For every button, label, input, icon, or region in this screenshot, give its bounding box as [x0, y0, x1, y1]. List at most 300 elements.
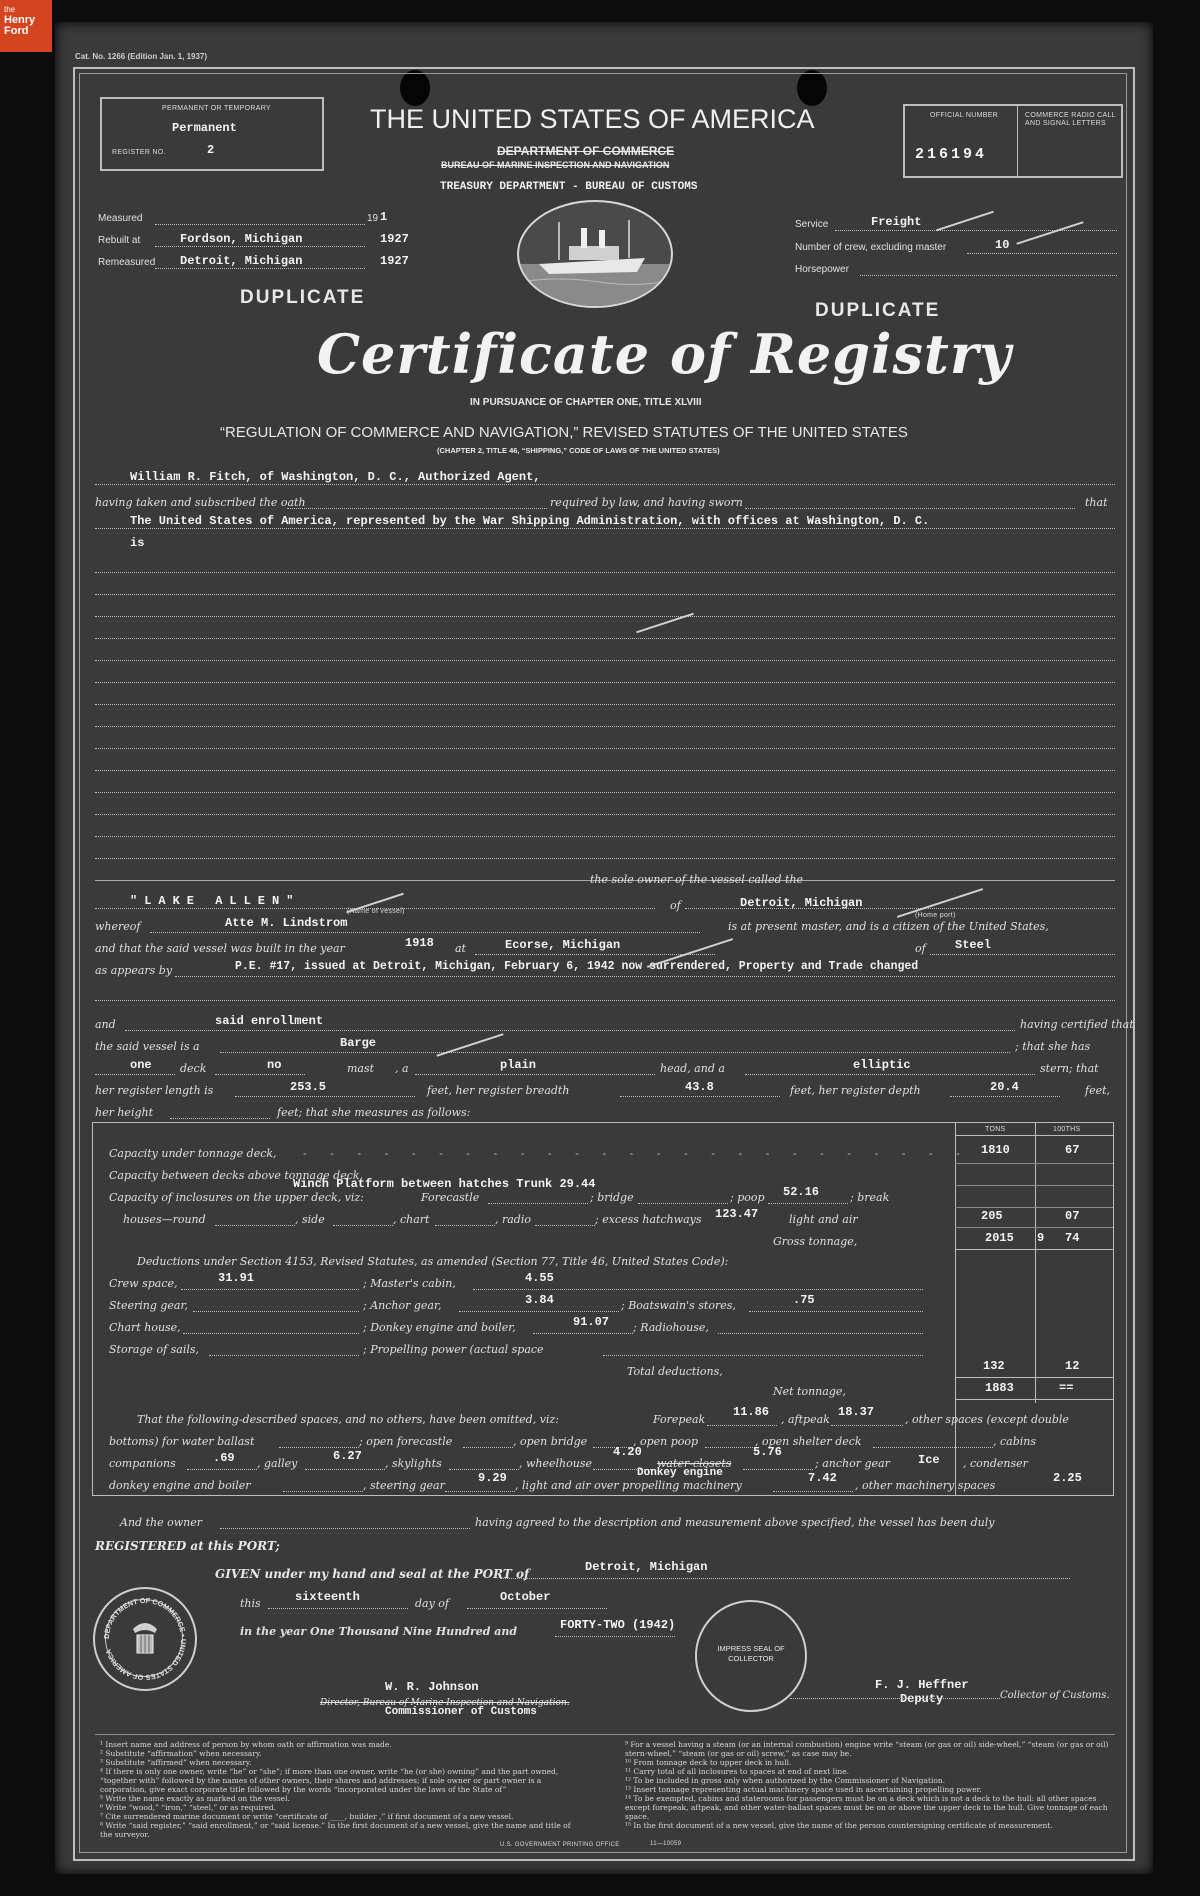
other-machinery-value: 2.25	[1053, 1471, 1082, 1485]
deduction-tons: 132	[983, 1359, 1005, 1373]
footnote: ³ Substitute “affirmed” when necessary.	[100, 1758, 252, 1767]
table-column-divider	[955, 1123, 956, 1495]
remeasured-place: Detroit, Michigan	[180, 254, 303, 268]
measured-year: 1	[380, 210, 388, 224]
forepeak-value: 11.86	[733, 1405, 770, 1419]
table-line	[705, 1447, 755, 1448]
blank-line	[95, 836, 1115, 837]
owner-label: And the owner	[120, 1516, 202, 1529]
footnote: ⁹ For a vessel having a steam (or an internal combustion) engine write “steam (or gas or oil) side-wheel,” “steam (or gas or oil) stern-wheel,” “steam (or gas or oil) screw,” as case may be.	[625, 1740, 1109, 1758]
closing-line	[467, 1608, 607, 1609]
break-label: ; break	[850, 1191, 890, 1204]
light-air-label: light and air	[789, 1213, 858, 1226]
stern-value: elliptic	[853, 1058, 911, 1072]
forecastle-label: Forecastle	[421, 1191, 480, 1204]
measures-label: feet; that she measures as follows:	[277, 1106, 471, 1119]
closing-line	[500, 1578, 1070, 1579]
box-divider	[1017, 106, 1018, 176]
table-line	[193, 1311, 359, 1312]
gross-hundredths: 74	[1065, 1231, 1080, 1245]
poop-value: 52.16	[783, 1185, 820, 1199]
duplicate-stamp-left: DUPLICATE	[240, 287, 366, 308]
commissioner-title: Commissioner of Customs	[385, 1706, 537, 1718]
she-has-label: ; that she has	[1015, 1040, 1091, 1053]
department-seal	[93, 1587, 197, 1691]
vessel-line	[150, 932, 700, 933]
crew-label: Number of crew, excluding master	[795, 242, 947, 253]
propelling-label: ; Propelling power (actual space	[363, 1343, 544, 1356]
struck-department: DEPARTMENT OF COMMERCE	[497, 144, 675, 158]
skylights-label: , skylights	[385, 1457, 442, 1470]
excess-tons: 205	[981, 1209, 1003, 1223]
master-label: is at present master, and is a citizen of the United States,	[728, 920, 1049, 933]
table-line	[603, 1355, 923, 1356]
printer-code: 11—10059	[650, 1841, 682, 1847]
crew-space-value: 31.91	[218, 1271, 255, 1285]
depth-label: feet, her register depth	[790, 1084, 921, 1097]
rebuilt-line	[155, 246, 365, 247]
seal-text: DEPARTMENT OF COMMERCE • UNITED STATES OF AMERICA	[101, 1595, 189, 1683]
anchor-label: ; Anchor gear,	[363, 1299, 442, 1312]
footnote: ¹¹ Carry total of all inclosures to spaces at end of next line.	[625, 1767, 850, 1776]
anchor-gear-value: Ice	[918, 1453, 940, 1467]
footnote: ² Substitute “affirmation” when necessary.	[100, 1749, 262, 1758]
collector-deputy: Deputy	[900, 1692, 944, 1706]
inclosures-label: Capacity of inclosures on the upper deck, viz:	[109, 1191, 364, 1204]
built-place: Ecorse, Michigan	[505, 938, 621, 952]
footnote: ¹⁴ To be exempted, cabins and staterooms for passengers must be on a deck which is not a deck to the hull: all other spaces except forepeak, aftpeak, and other water-ballast spaces must be on or above the upper deck to the hull. Give tonnage of each space.	[625, 1794, 1108, 1821]
blank-line	[95, 792, 1115, 793]
length-value: 253.5	[290, 1080, 327, 1094]
table-line	[535, 1225, 595, 1226]
permanent-value: Permanent	[172, 121, 237, 135]
day-of-label: day of	[415, 1597, 450, 1610]
table-line	[283, 1491, 363, 1492]
donkey-value: 91.07	[573, 1315, 610, 1329]
closing-line	[220, 1528, 470, 1529]
radiohouse-label: ; Radiohouse,	[633, 1321, 709, 1334]
feet-label: feet,	[1085, 1084, 1111, 1097]
gross-mark: 9	[1037, 1231, 1045, 1245]
blank-line	[95, 748, 1115, 749]
galley-label: , galley	[257, 1457, 298, 1470]
wheelhouse-value: 4.20	[613, 1445, 642, 1459]
excess-label: ; excess hatchways	[595, 1213, 702, 1226]
register-label: REGISTER NO.	[112, 149, 166, 156]
table-line	[305, 1469, 385, 1470]
footnote: ¹⁰ From tonnage deck to upper deck in hull.	[625, 1758, 792, 1767]
director-struck: Director, Bureau of Marine Inspection and Navigation.	[320, 1698, 570, 1708]
register-number: 2	[207, 143, 215, 157]
permanent-label: PERMANENT OR TEMPORARY	[162, 105, 271, 112]
blank-line	[95, 682, 1115, 683]
remeasured-line	[155, 268, 365, 269]
stern-label: stern; that	[1040, 1062, 1099, 1075]
table-line	[473, 1289, 923, 1290]
tonnage-table	[92, 1122, 1114, 1496]
table-line	[768, 1203, 848, 1204]
depth-value: 20.4	[990, 1080, 1019, 1094]
collector-name: F. J. Heffner	[875, 1678, 969, 1692]
agent-value: William R. Fitch, of Washington, D. C., Authorized Agent,	[130, 470, 541, 484]
blank-line	[95, 814, 1115, 815]
blank-line	[95, 660, 1115, 661]
net-hundredths: ==	[1059, 1381, 1074, 1395]
footnote: ⁴ If there is only one owner, write “he” or “she”; if more than one owner, write “he (or she) owning” and the part owned, “together with” followed by the names of other owners, their shares and addresses; if sole owner or part owner is a corporation, give exact corporate title followed by the words “incorporated under the laws of the State of”	[100, 1767, 559, 1794]
gross-tons: 2015	[985, 1231, 1014, 1245]
footnotes-right	[625, 1740, 1115, 1830]
vessel-line	[95, 1000, 1115, 1001]
leader-dashes: - - - - - - - - - - - - - - - - - - - - - - - - -	[303, 1147, 970, 1160]
blank-line	[95, 858, 1115, 859]
vessel-line	[215, 1074, 305, 1075]
row-rule	[955, 1185, 1113, 1186]
rebuilt-label: Rebuilt at	[98, 235, 141, 246]
net-tons: 1883	[985, 1381, 1014, 1395]
table-line	[707, 1425, 777, 1426]
horsepower-line	[860, 275, 1117, 276]
aftpeak-label: , aftpeak	[781, 1413, 830, 1426]
service-value: Freight	[871, 215, 922, 229]
masters-cabin-label: ; Master's cabin,	[363, 1277, 456, 1290]
master-name: Atte M. Lindstrom	[225, 916, 348, 930]
row-rule	[955, 1249, 1113, 1250]
ship-vignette	[517, 200, 673, 308]
gross-label: Gross tonnage,	[773, 1235, 858, 1248]
vessel-type: Barge	[340, 1036, 377, 1050]
footnotes-left	[100, 1740, 575, 1839]
vessel-line	[620, 1096, 780, 1097]
blank-line	[95, 726, 1115, 727]
crew-line	[967, 253, 1117, 254]
footnote: ¹² To be included in gross only when authorized by the Commissioner of Navigation.	[625, 1776, 946, 1785]
sole-owner-label: the sole owner	[590, 873, 673, 886]
table-line	[279, 1447, 359, 1448]
side-label: , side	[295, 1213, 325, 1226]
struck-bureau: BUREAU OF MARINE INSPECTION AND NAVIGATION	[441, 160, 670, 170]
vessel-line	[950, 1096, 1060, 1097]
table-line	[718, 1333, 923, 1334]
deduction-hundredths: 12	[1065, 1359, 1080, 1373]
table-line	[773, 1491, 853, 1492]
certificate-title: Certificate of Registry	[317, 322, 1012, 386]
footnote: ¹⁵ In the first document of a new vessel, give the name of the person countersigning certificate of measurement.	[625, 1821, 1053, 1830]
footnote: ¹³ Insert tonnage representing actual machinery space used in ascertaining propelling power.	[625, 1785, 982, 1794]
at-label: at	[455, 942, 466, 955]
open-poop-label: , open poop	[633, 1435, 699, 1448]
owner-is: is	[130, 536, 145, 550]
breadth-value: 43.8	[685, 1080, 714, 1094]
year-value: FORTY-TWO (1942)	[560, 1618, 676, 1632]
blank-line	[95, 594, 1115, 595]
vessel-line	[95, 1074, 175, 1075]
bridge-label: ; bridge	[590, 1191, 634, 1204]
between-decks-label: Capacity between decks above tonnage deck,	[109, 1169, 364, 1182]
table-line	[459, 1311, 619, 1312]
built-year: 1918	[405, 936, 434, 950]
rebuilt-place: Fordson, Michigan	[180, 232, 303, 246]
blank-line	[95, 704, 1115, 705]
bottoms-label: bottoms) for water ballast	[109, 1435, 255, 1448]
deck-label: deck	[180, 1062, 207, 1075]
and-label: and	[95, 1018, 116, 1031]
blank-line	[95, 616, 1115, 617]
table-line	[743, 1469, 813, 1470]
remeasured-label: Remeasured	[98, 257, 156, 268]
vessel-line	[125, 1030, 1015, 1031]
masters-cabin-value: 4.55	[525, 1271, 554, 1285]
crew-space-label: Crew space,	[109, 1277, 178, 1290]
material-of-label: of	[915, 942, 926, 955]
country-heading: THE UNITED STATES OF AMERICA	[370, 104, 815, 134]
under-deck-hundredths: 67	[1065, 1143, 1080, 1157]
catalog-number: Cat. No. 1266 (Edition Jan. 1, 1937)	[75, 52, 208, 61]
horsepower-label: Horsepower	[795, 264, 849, 275]
department-stamp: TREASURY DEPARTMENT - BUREAU OF CUSTOMS	[440, 181, 698, 193]
table-line	[187, 1469, 257, 1470]
excess-value: 123.47	[715, 1207, 759, 1221]
radio-label: , radio	[495, 1213, 531, 1226]
shelter-deck-label: , open shelter deck	[755, 1435, 862, 1448]
donkey-boiler-label: donkey engine and boiler	[109, 1479, 251, 1492]
certified-label: having certified that	[1020, 1018, 1134, 1031]
row-rule	[955, 1163, 1113, 1164]
condenser-label: , condenser	[963, 1457, 1028, 1470]
home-port-note: (Home port)	[915, 912, 956, 919]
pursuance-line: IN PURSUANCE OF CHAPTER ONE, TITLE XLVIII	[470, 397, 702, 408]
logo-line: Ford	[4, 25, 29, 37]
port-value: Detroit, Michigan	[585, 1560, 708, 1574]
oath-line	[745, 508, 1075, 509]
steering-gear-value: 9.29	[478, 1471, 507, 1485]
table-line	[215, 1225, 295, 1226]
vessel-line	[930, 954, 1115, 955]
tons-header: TONS	[985, 1126, 1006, 1133]
rebuilt-year: 1927	[380, 232, 409, 246]
appears-value: P.E. #17, issued at Detroit, Michigan, February 6, 1942 now surrendered, Property and Trade changed	[235, 960, 919, 973]
galley-value: 6.27	[333, 1449, 362, 1463]
hundredths-header: 100THS	[1053, 1126, 1081, 1133]
footnote: ⁷ Cite surrendered marine document or write “certificate of ____, builder ,” if first document of a new vessel.	[100, 1812, 514, 1821]
other-machinery-label: , other machinery spaces	[855, 1479, 996, 1492]
chart-label: , chart	[393, 1213, 430, 1226]
table-line	[435, 1225, 495, 1226]
water-closets-label: water-closets	[657, 1457, 732, 1470]
henry-ford-logo	[0, 0, 52, 52]
table-line	[181, 1289, 359, 1290]
forepeak-label: Forepeak	[653, 1413, 706, 1426]
collector-seal-text: IMPRESS SEAL OF COLLECTOR	[717, 1644, 785, 1663]
service-line	[835, 230, 1117, 231]
vessel-line	[170, 1118, 270, 1119]
oath-line	[95, 528, 1115, 529]
blank-line	[95, 770, 1115, 771]
collector-title: Collector of Customs.	[1000, 1690, 1110, 1701]
table-line	[638, 1203, 728, 1204]
oath-line	[95, 484, 1115, 485]
a-label: , a	[395, 1062, 409, 1075]
footnote: ¹ Insert name and address of person by whom oath or affirmation was made.	[100, 1740, 392, 1749]
this-label: this	[240, 1597, 261, 1610]
vessel-line	[220, 1052, 1010, 1053]
cabins-label: , cabins	[993, 1435, 1037, 1448]
official-number-box	[903, 104, 1123, 178]
footnote-rule	[95, 1734, 1115, 1735]
header-rule	[955, 1135, 1113, 1136]
of-label: of	[670, 899, 681, 912]
houses-label: houses—round	[123, 1213, 206, 1226]
registered-label: REGISTERED at this PORT;	[95, 1539, 280, 1553]
measured-year-prefix: 19	[367, 213, 379, 224]
storage-label: Storage of sails,	[109, 1343, 200, 1356]
printer-line: U.S. GOVERNMENT PRINTING OFFICE	[500, 1842, 620, 1848]
deductions-header: Deductions under Section 4153, Revised Statutes, as amended (Section 77, Title 46, United States Code):	[137, 1255, 729, 1268]
official-number: 216194	[915, 146, 988, 163]
head-value: plain	[500, 1058, 537, 1072]
footnote: ⁸ Write “said register,” “said enrollment,” or “said license.” In the first document of a new vessel, give the name and title of the surveyor.	[100, 1821, 571, 1839]
table-line	[445, 1491, 515, 1492]
logo-line: the	[4, 5, 16, 14]
decks-value: one	[130, 1058, 152, 1072]
oath-label: having taken and subscribed the oath	[95, 496, 306, 509]
given-label: GIVEN under my hand and seal at the PORT of	[215, 1567, 530, 1581]
head-label: head, and a	[660, 1062, 725, 1075]
length-label: her register length is	[95, 1084, 214, 1097]
oath-line	[287, 508, 547, 509]
table-line	[463, 1447, 513, 1448]
poop-label: ; poop	[730, 1191, 765, 1204]
measured-line	[155, 224, 365, 225]
eagle-shield-icon	[95, 1589, 195, 1689]
vessel-line	[95, 908, 655, 909]
table-line	[533, 1333, 633, 1334]
between-decks-value: Winch Platform between hatches Trunk 29.44	[293, 1177, 596, 1191]
closing-line	[555, 1636, 675, 1637]
light-air-machinery-label: , light and air over propelling machinery	[515, 1479, 742, 1492]
year-label: in the year One Thousand Nine Hundred and	[240, 1625, 518, 1638]
height-label: her height	[95, 1106, 154, 1119]
total-deductions-label: Total deductions,	[627, 1365, 723, 1378]
companions-label: companions	[109, 1457, 176, 1470]
omitted-intro: That the following-described spaces, and no others, have been omitted, viz:	[137, 1413, 559, 1426]
permanent-box	[100, 97, 324, 171]
duplicate-stamp-right: DUPLICATE	[815, 300, 941, 321]
aftpeak-value: 18.37	[838, 1405, 875, 1419]
regulation-line: “REGULATION OF COMMERCE AND NAVIGATION,” REVISED STATUTES OF THE UNITED STATES	[220, 424, 908, 441]
month-value: October	[500, 1590, 551, 1604]
companions-value: .69	[213, 1451, 235, 1465]
steering-label: Steering gear,	[109, 1299, 189, 1312]
row-rule	[955, 1227, 1113, 1228]
boatswain-label: ; Boatswain's stores,	[621, 1299, 736, 1312]
vessel-line	[415, 1074, 655, 1075]
signal-letters-label: COMMERCE RADIO CALL AND SIGNAL LETTERS	[1025, 112, 1116, 127]
table-column-divider	[1035, 1123, 1036, 1403]
built-label: and that the said vessel was built in the year	[95, 942, 345, 955]
net-tonnage-label: Net tonnage,	[773, 1385, 846, 1398]
breadth-label: feet, her register breadth	[427, 1084, 570, 1097]
appears-label: as appears by	[95, 964, 173, 977]
closing-line	[790, 1698, 1000, 1699]
table-line	[488, 1203, 588, 1204]
anchor-gear-label: ; anchor gear	[815, 1457, 890, 1470]
vessel-line	[685, 908, 1115, 909]
chart-house-label: Chart house,	[109, 1321, 181, 1334]
home-port: Detroit, Michigan	[740, 896, 863, 910]
under-deck-tons: 1810	[981, 1143, 1010, 1157]
row-rule	[955, 1377, 1113, 1378]
steamship-icon	[519, 202, 671, 306]
donkey-engine-note: Donkey engine	[637, 1467, 723, 1479]
blank-line	[95, 572, 1115, 573]
mast-label: mast	[347, 1062, 375, 1075]
table-line	[183, 1333, 359, 1334]
vessel-called-label: of the vessel called the	[675, 873, 804, 886]
whereof-label: whereof	[95, 920, 141, 933]
blank-line	[95, 638, 1115, 639]
open-bridge-label: , open bridge	[513, 1435, 588, 1448]
excess-hundredths: 07	[1065, 1209, 1080, 1223]
that-label: that	[1085, 496, 1108, 509]
vessel-line	[175, 976, 1115, 977]
remeasured-year: 1927	[380, 254, 409, 268]
row-rule	[955, 1399, 1113, 1400]
row-rule	[955, 1207, 1113, 1208]
measured-label: Measured	[98, 213, 143, 224]
table-line	[333, 1225, 393, 1226]
donkey-label: ; Donkey engine and boiler,	[363, 1321, 516, 1334]
chapter-line: (CHAPTER 2, TITLE 46, “SHIPPING,” CODE OF LAWS OF THE UNITED STATES)	[437, 446, 720, 455]
official-number-label: OFFICIAL NUMBER	[930, 112, 999, 119]
boatswain-value: .75	[793, 1293, 815, 1307]
material-value: Steel	[955, 938, 992, 952]
said-vessel-label: the said vessel is a	[95, 1040, 200, 1053]
table-line	[449, 1469, 519, 1470]
footnote: ⁶ Write “wood,” “iron,” “steel,” or as required.	[100, 1803, 277, 1812]
certificate-sheet	[55, 22, 1153, 1874]
table-line	[749, 1311, 923, 1312]
steering-gear-label: , steering gear	[363, 1479, 445, 1492]
and-value: said enrollment	[215, 1014, 324, 1028]
closing-line	[268, 1608, 408, 1609]
under-deck-label: Capacity under tonnage deck,	[109, 1147, 277, 1160]
crew-value: 10	[995, 238, 1010, 252]
machinery-value: 7.42	[808, 1471, 837, 1485]
agreed-label: having agreed to the description and measurement above specified, the vessel has been duly	[475, 1516, 995, 1529]
vessel-name: "LAKE ALLEN"	[130, 894, 301, 908]
open-forecastle-label: ; open forecastle	[359, 1435, 453, 1448]
anchor-value: 3.84	[525, 1293, 554, 1307]
footnote: ⁵ Write the name exactly as marked on the vessel.	[100, 1794, 290, 1803]
vessel-line	[235, 1096, 415, 1097]
table-line	[209, 1355, 359, 1356]
table-line	[873, 1447, 993, 1448]
table-line	[831, 1425, 903, 1426]
required-label: required by law, and having sworn	[550, 496, 743, 509]
vessel-line	[745, 1074, 1035, 1075]
owner-value: The United States of America, represented by the War Shipping Administration, with offices at Washington, D. C.	[130, 514, 930, 528]
commissioner-name: W. R. Johnson	[385, 1680, 479, 1694]
logo-line: Henry	[4, 14, 36, 26]
wheelhouse-label: , wheelhouse	[519, 1457, 592, 1470]
day-value: sixteenth	[295, 1590, 360, 1604]
masts-value: no	[267, 1058, 282, 1072]
vessel-name-note: (Name of vessel)	[347, 908, 405, 915]
other-spaces-label: , other spaces (except double	[905, 1413, 1069, 1426]
collector-seal	[695, 1600, 807, 1712]
service-label: Service	[795, 219, 829, 230]
water-closets-value: 5.76	[753, 1445, 782, 1459]
